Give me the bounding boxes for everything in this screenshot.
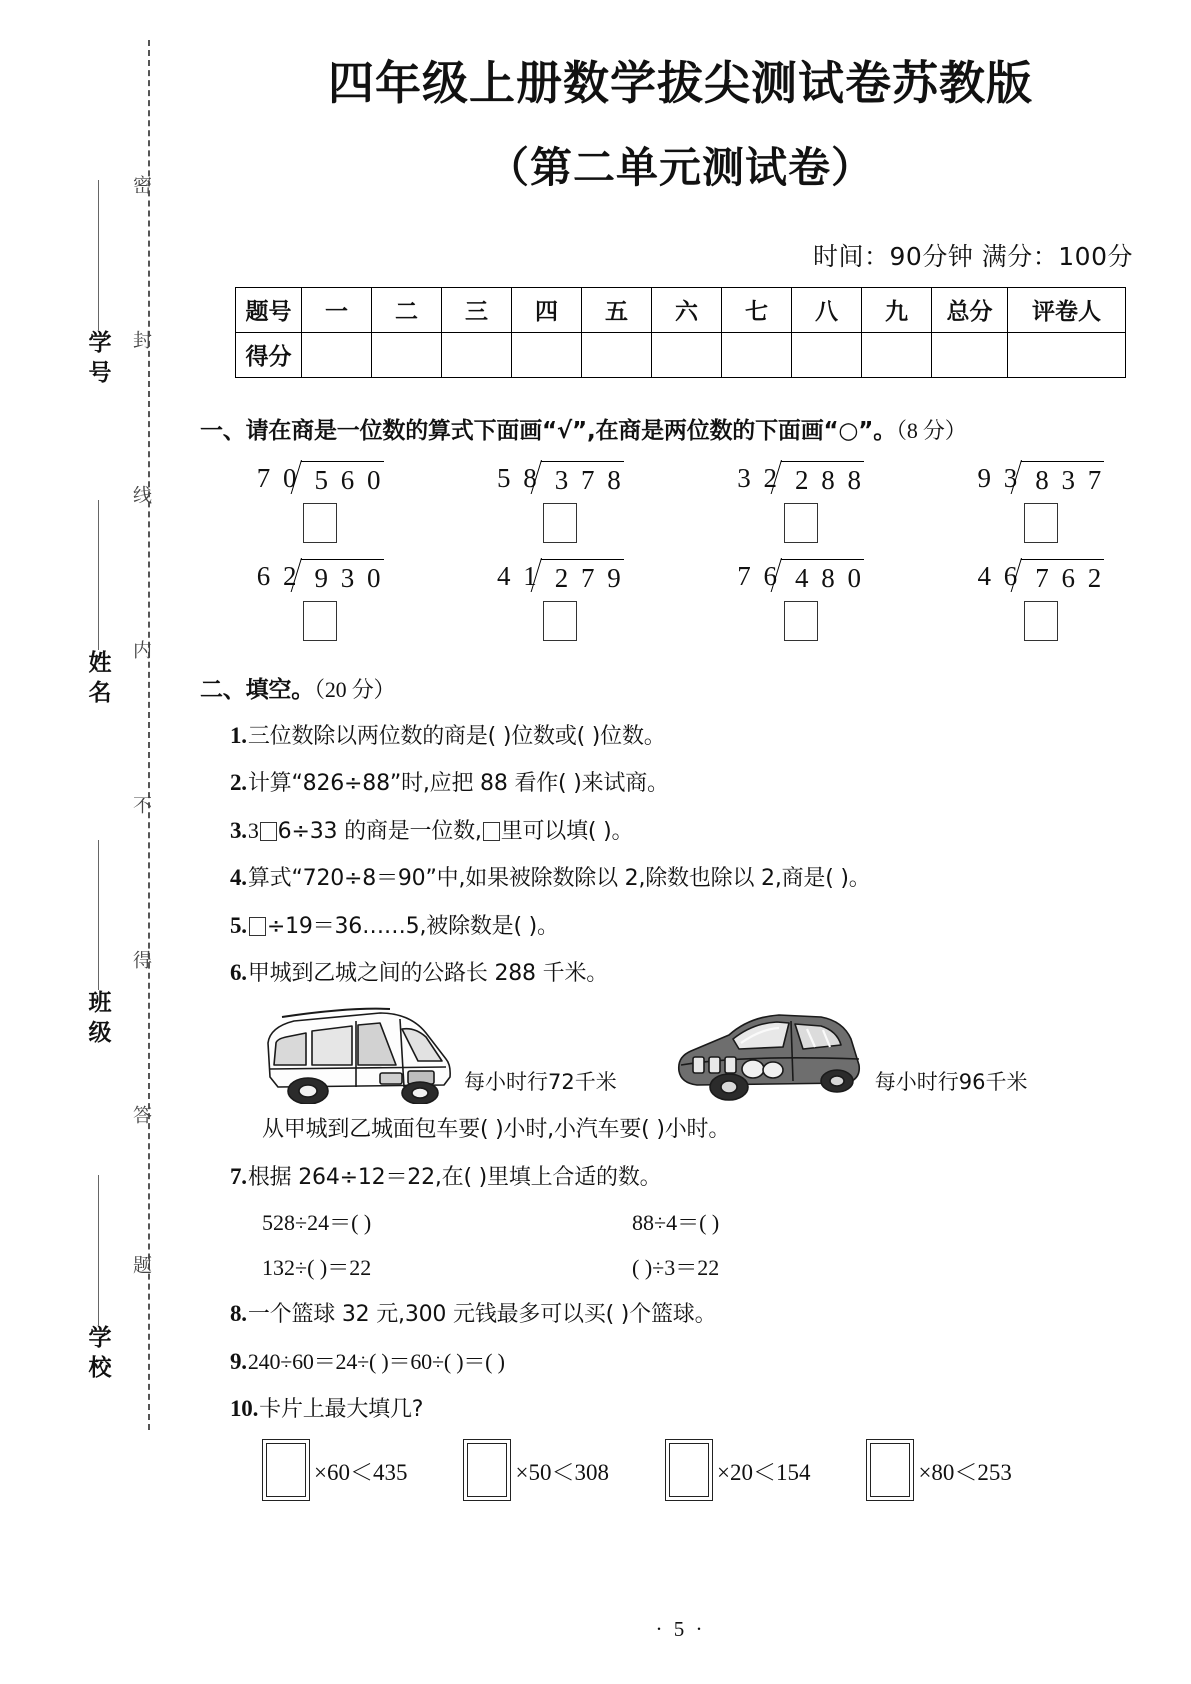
long-division-expr: [497, 461, 624, 494]
divisor: 5 8: [497, 462, 540, 493]
score-cell-8[interactable]: [792, 332, 862, 377]
answer-box[interactable]: [784, 601, 818, 641]
card-item-4: [866, 1439, 1011, 1501]
division-problem-2: [460, 461, 660, 543]
seal-char-2: 线: [130, 485, 152, 504]
division-problem-5: [220, 559, 420, 641]
long-division-expr: [978, 559, 1105, 592]
score-col-3: 三: [442, 287, 512, 332]
section-1-heading: [200, 412, 1161, 445]
item-prefix: 3: [247, 817, 259, 843]
vehicle-question: 从甲城到乙城面包车要( )小时,小汽车要( )小时。: [262, 1117, 731, 1143]
division-problem-4: [941, 461, 1141, 543]
item-text: ÷19＝36……5,被除数是( )。: [266, 913, 559, 939]
blank-square-icon[interactable]: [260, 822, 277, 841]
division-problem-1: [220, 461, 420, 543]
minivan-cell: [260, 999, 617, 1104]
item-text: 卡片上最大填几?: [259, 1397, 424, 1423]
dividend: 4 8 0: [781, 559, 864, 592]
division-row-2: [200, 559, 1161, 641]
card-expression: ×50＜308: [515, 1459, 609, 1485]
divisor: 4 6: [977, 560, 1021, 591]
item-text: 一个篮球 32 元,300 元钱最多可以买( )个篮球。: [247, 1302, 717, 1328]
card-expression: ×20＜154: [716, 1459, 811, 1485]
fill-item-6: [200, 958, 1161, 989]
item7-equation-row-2: [200, 1251, 1161, 1282]
answer-box[interactable]: [1024, 601, 1058, 641]
fill-item-10: [200, 1394, 1161, 1425]
seal-char-7: 题: [130, 1255, 152, 1274]
car-speed-caption: 每小时行96千米: [874, 1070, 1028, 1095]
fill-item-1: [200, 721, 1161, 752]
division-problem-8: [941, 559, 1141, 641]
divisor: 6 2: [256, 560, 300, 591]
item7-equation-3: 132÷( )＝22: [262, 1255, 372, 1281]
card-item-2: [463, 1439, 608, 1501]
score-col-total: 总分: [932, 287, 1008, 332]
divisor: 3 2: [737, 462, 780, 493]
score-col-6: 六: [652, 287, 722, 332]
seal-char-6: 答: [130, 1105, 152, 1124]
long-division-expr: [737, 461, 864, 494]
score-table: [235, 287, 1126, 378]
division-problem-6: [460, 559, 660, 641]
table-row-header: [236, 287, 1126, 332]
card-answer-box[interactable]: [866, 1439, 914, 1501]
score-cell-1[interactable]: [302, 332, 372, 377]
class-label: 班级: [84, 990, 111, 1050]
long-division-expr: [257, 559, 384, 592]
section-2-points: （20 分）: [314, 676, 396, 702]
vehicles-illustration-row: [200, 999, 1161, 1104]
dividend: 2 8 8: [781, 461, 864, 494]
score-table-row-label-2: 得分: [236, 332, 302, 377]
fill-item-9: [200, 1347, 1161, 1378]
item-text-2: 里可以填( )。: [500, 818, 634, 844]
answer-box[interactable]: [784, 503, 818, 543]
answer-box[interactable]: [303, 503, 337, 543]
fill-item-2: [200, 768, 1161, 799]
answer-box[interactable]: [543, 601, 577, 641]
fill-item-7: [200, 1162, 1161, 1193]
card-boxes-row: [200, 1439, 1161, 1501]
item-text: 6÷33 的商是一位数,: [277, 818, 482, 844]
minivan-icon: [260, 999, 460, 1104]
page-number: · 5 ·: [655, 1617, 706, 1641]
item-text: 甲城到乙城之间的公路长 288 千米。: [247, 961, 609, 987]
exam-meta: 时间：90分钟 满分：100分: [813, 241, 1133, 271]
score-cell-4[interactable]: [512, 332, 582, 377]
score-cell-5[interactable]: [582, 332, 652, 377]
seal-char-4: 不: [130, 795, 152, 814]
score-col-1: 一: [302, 287, 372, 332]
dividend: 3 7 8: [541, 461, 624, 494]
seal-margin: [0, 0, 170, 1684]
dividend: 8 3 7: [1021, 461, 1104, 494]
item-number: 5.: [230, 912, 247, 938]
card-answer-box[interactable]: [665, 1439, 713, 1501]
school-field[interactable]: [78, 1175, 118, 1385]
item-number: 1.: [230, 722, 247, 748]
answer-box[interactable]: [1024, 503, 1058, 543]
item-number: 6.: [230, 960, 247, 986]
card-item-1: [262, 1439, 407, 1501]
score-col-4: 四: [512, 287, 582, 332]
long-division-expr: [737, 559, 864, 592]
answer-box[interactable]: [303, 601, 337, 641]
fill-item-3: [200, 816, 1161, 847]
dividend: 5 6 0: [301, 461, 384, 494]
class-field[interactable]: [78, 840, 118, 1050]
item7-equation-1: 528÷24＝( ): [262, 1210, 372, 1236]
table-row-scores: [236, 332, 1126, 377]
minivan-speed-caption: 每小时行72千米: [464, 1070, 617, 1095]
item7-equation-2: 88÷4＝( ): [632, 1210, 720, 1236]
divisor: 9 3: [977, 462, 1021, 493]
fill-item-4: [200, 863, 1161, 894]
item-text: 计算“826÷88”时,应把 88 看作( )来试商。: [247, 771, 669, 797]
item-number: 4.: [230, 865, 247, 891]
item-text: 三位数除以两位数的商是( )位数或( )位数。: [247, 723, 666, 749]
page-title: 四年级上册数学拔尖测试卷苏教版: [328, 56, 1033, 110]
long-division-expr: [978, 461, 1105, 494]
blank-square-icon[interactable]: [483, 822, 500, 841]
division-problem-3: [701, 461, 901, 543]
long-division-expr: [497, 559, 624, 592]
divisor: 7 6: [737, 560, 780, 591]
dividend: 7 6 2: [1021, 559, 1104, 592]
card-answer-box[interactable]: [463, 1439, 511, 1501]
item7-equation-4: ( )÷3＝22: [632, 1255, 720, 1281]
score-table-row-label-1: 题号: [236, 287, 302, 332]
score-cell-3[interactable]: [442, 332, 512, 377]
division-problem-7: [701, 559, 901, 641]
score-col-7: 七: [722, 287, 792, 332]
fill-item-5: [200, 911, 1161, 942]
answer-box[interactable]: [543, 503, 577, 543]
score-col-5: 五: [582, 287, 652, 332]
score-col-9: 九: [862, 287, 932, 332]
item-number: 7.: [230, 1163, 247, 1189]
section-2-title: 二、填空。: [200, 676, 315, 703]
school-label: 学校: [84, 1325, 111, 1385]
long-division-expr: [257, 461, 384, 494]
car-icon: [671, 999, 871, 1104]
divisor: 4 1: [497, 560, 540, 591]
item-number: 9.: [230, 1348, 247, 1374]
item-number: 10.: [230, 1396, 259, 1422]
score-col-8: 八: [792, 287, 862, 332]
score-cell-7[interactable]: [722, 332, 792, 377]
seal-char-1: 封: [130, 330, 152, 349]
fill-item-8: [200, 1299, 1161, 1330]
item-text: 240÷60＝24÷( )＝60÷( )＝( ): [247, 1348, 505, 1374]
item-number: 3.: [230, 817, 247, 843]
section-1-title: 一、请在商是一位数的算式下面画“√”,在商是两位数的下面画“○”。: [200, 417, 897, 444]
dividend: 9 3 0: [301, 559, 384, 592]
dividend: 2 7 9: [541, 559, 624, 592]
page-subtitle: （第二单元测试卷）: [486, 142, 874, 192]
division-row-1: [200, 461, 1161, 543]
card-item-3: [665, 1439, 810, 1501]
blank-square-icon[interactable]: [249, 917, 266, 936]
item7-equation-row-1: [200, 1206, 1161, 1237]
seal-char-5: 得: [130, 950, 152, 969]
car-cell: [671, 999, 1028, 1104]
card-answer-box[interactable]: [262, 1439, 310, 1501]
divisor: 7 0: [256, 462, 300, 493]
student-name-label: 姓名: [84, 650, 111, 710]
item-number: 8.: [230, 1301, 247, 1327]
score-cell-2[interactable]: [372, 332, 442, 377]
score-col-2: 二: [372, 287, 442, 332]
item-number: 2.: [230, 770, 247, 796]
section-2-heading: [200, 671, 1161, 704]
score-cell-9[interactable]: [862, 332, 932, 377]
score-cell-6[interactable]: [652, 332, 722, 377]
seal-char-3: 内: [130, 640, 152, 659]
score-col-judge: 评卷人: [1008, 287, 1126, 332]
card-expression: ×80＜253: [918, 1459, 1012, 1485]
item-text: 算式“720÷8＝90”中,如果被除数除以 2,除数也除以 2,商是( )。: [247, 866, 871, 892]
seal-dashed-line: [148, 40, 150, 1430]
student-id-field[interactable]: [78, 180, 118, 390]
student-name-field[interactable]: [78, 500, 118, 710]
seal-char-0: 密: [130, 175, 152, 194]
section-1-points: （8 分）: [896, 417, 967, 443]
score-cell-judge[interactable]: [1008, 332, 1126, 377]
score-cell-total[interactable]: [932, 332, 1008, 377]
student-id-label: 学号: [84, 330, 111, 390]
card-expression: ×60＜435: [314, 1459, 408, 1485]
item-text: 根据 264÷12＝22,在( )里填上合适的数。: [247, 1164, 662, 1190]
test-paper-sheet: [170, 0, 1191, 1684]
